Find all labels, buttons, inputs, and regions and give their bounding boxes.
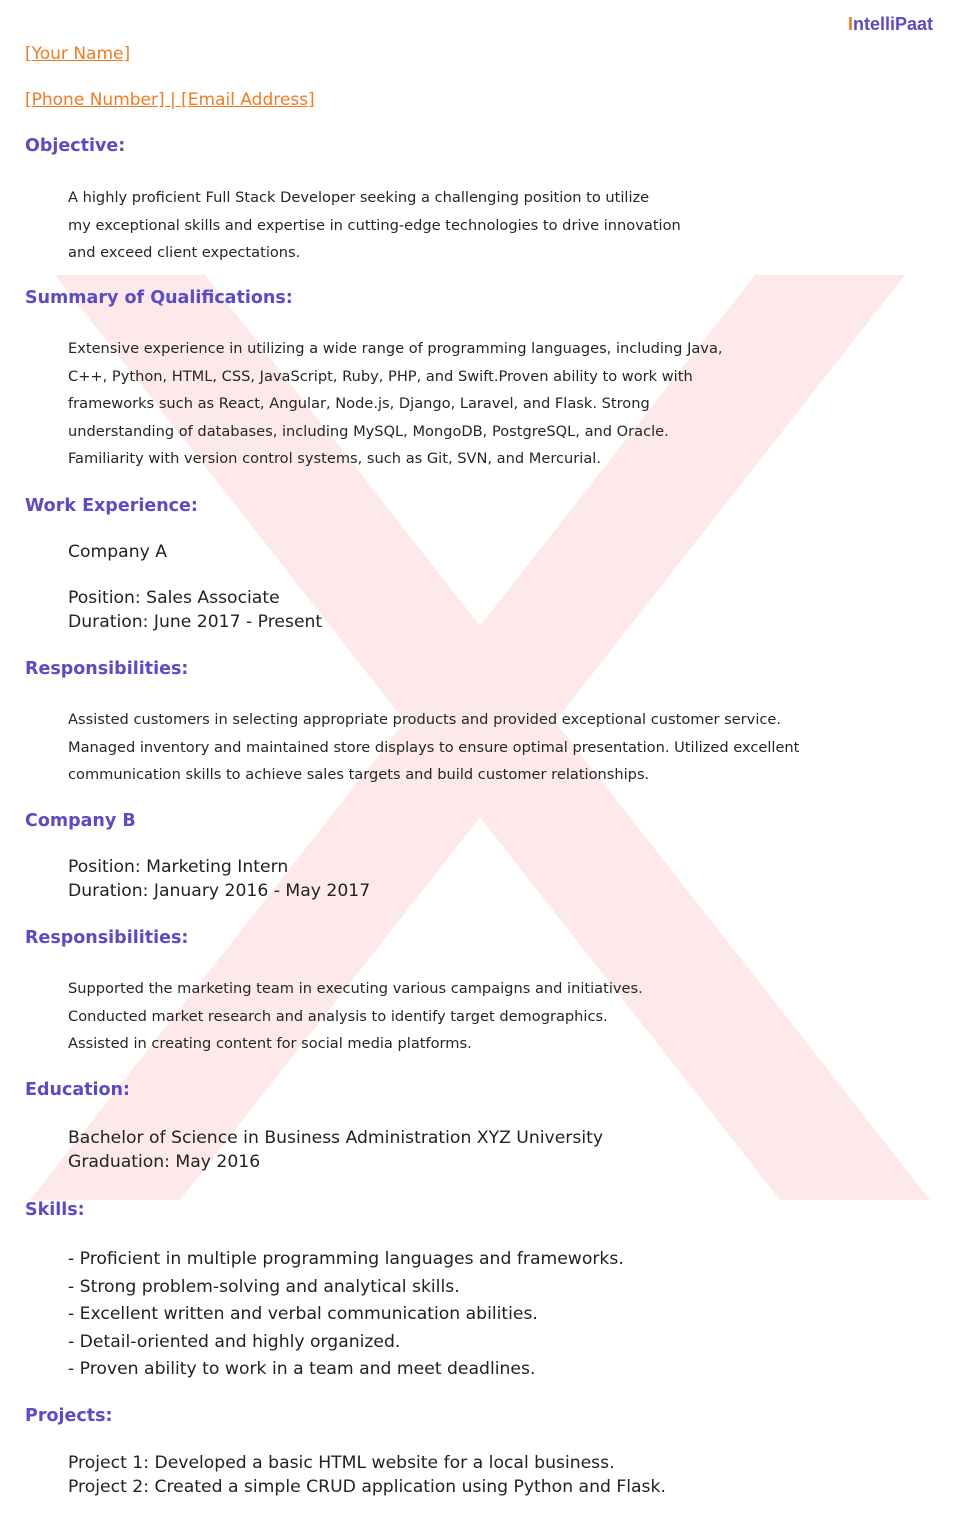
education-degree: Bachelor of Science in Business Administration XYZ University <box>68 1128 604 1148</box>
intellipaat-logo: IntelliPaat <box>848 14 934 34</box>
skill-item: - Excellent written and verbal communication abilities. <box>68 1304 538 1325</box>
education-heading: Education: <box>25 1080 130 1100</box>
company-b-heading: Company B <box>25 811 136 831</box>
text-line: understanding of databases, including MySQL, MongoDB, PostgreSQL, and Oracle. <box>68 422 669 440</box>
text-line: frameworks such as React, Angular, Node.js, Django, Laravel, and Flask. Strong <box>68 395 650 413</box>
skill-item: - Proficient in multiple programming languages and frameworks. <box>68 1249 624 1269</box>
company-b-responsibilities <box>68 975 643 1058</box>
company-b-position: Position: Marketing Intern <box>68 857 289 877</box>
skills-heading: Skills: <box>25 1200 85 1220</box>
skill-item: - Strong problem-solving and analytical skills. <box>68 1276 460 1297</box>
company-a-name: Company A <box>68 542 167 562</box>
text-line: Supported the marketing team in executing various campaigns and initiatives. <box>68 980 643 997</box>
summary-text <box>68 335 723 473</box>
company-a-responsibilities-heading: Responsibilities: <box>25 659 189 679</box>
text-line: my exceptional skills and expertise in cutting-edge technologies to drive innovation <box>68 216 681 234</box>
skill-item: - Proven ability to work in a team and meet deadlines. <box>68 1359 536 1380</box>
text-line: Assisted in creating content for social media platforms. <box>68 1035 472 1053</box>
company-a-duration: Duration: June 2017 - Present <box>68 612 323 632</box>
objective-heading: Objective: <box>25 136 126 156</box>
company-a-responsibilities <box>68 706 799 789</box>
company-b-duration: Duration: January 2016 - May 2017 <box>68 881 371 901</box>
text-line: Familiarity with version control systems, such as Git, SVN, and Mercurial. <box>68 450 601 468</box>
contact-field[interactable]: [Phone Number] | [Email Address] <box>25 90 315 110</box>
text-line: Assisted customers in selecting appropriate products and provided exceptional customer service. <box>68 711 782 728</box>
work-heading: Work Experience: <box>25 496 198 516</box>
company-a-position: Position: Sales Associate <box>68 588 280 608</box>
text-line: Managed inventory and maintained store displays to ensure optimal presentation. Utilized excellent <box>68 738 800 756</box>
text-line: Conducted market research and analysis to identify target demographics. <box>68 1007 608 1025</box>
text-line: A highly proficient Full Stack Developer seeking a challenging position to utilize <box>68 189 650 206</box>
objective-text <box>68 184 681 267</box>
education-graduation: Graduation: May 2016 <box>68 1152 261 1172</box>
summary-heading: Summary of Qualifications: <box>25 288 293 308</box>
name-field[interactable]: [Your Name] <box>25 44 131 64</box>
skills-list <box>68 1246 624 1384</box>
text-line: and exceed client expectations. <box>68 244 301 262</box>
text-line: communication skills to achieve sales targets and build customer relationships. <box>68 766 650 784</box>
project-item: Project 1: Developed a basic HTML website for a local business. <box>68 1453 615 1473</box>
project-item: Project 2: Created a simple CRUD application using Python and Flask. <box>68 1477 666 1497</box>
projects-heading: Projects: <box>25 1406 113 1426</box>
skill-item: - Detail-oriented and highly organized. <box>68 1331 401 1352</box>
text-line: C++, Python, HTML, CSS, JavaScript, Ruby, PHP, and Swift.Proven ability to work with <box>68 367 693 385</box>
company-b-responsibilities-heading: Responsibilities: <box>25 928 189 948</box>
text-line: Extensive experience in utilizing a wide range of programming languages, including Java, <box>68 340 723 357</box>
